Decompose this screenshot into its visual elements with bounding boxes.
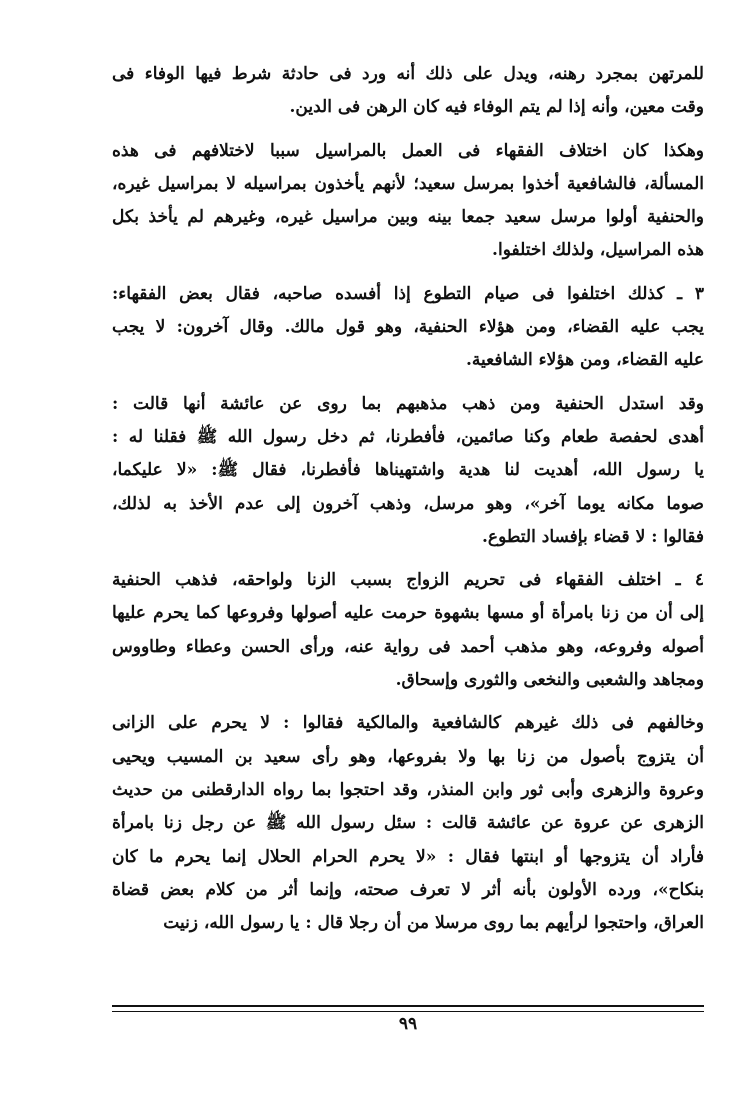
paragraph bbox=[112, 58, 704, 125]
text-line: ٤ ـ اختلف الفقهاء فى تحريم الزواج بسبب الزنا ولواحقه، فذهب الحنفية bbox=[112, 570, 704, 591]
paragraph bbox=[112, 707, 704, 940]
text-line: عليه القضاء، ومن هؤلاء الشافعية. bbox=[465, 350, 704, 371]
text-line: وخالفهم فى ذلك غيرهم كالشافعية والمالكية فقالوا : لا يحرم على الزانى bbox=[112, 713, 704, 734]
text-line: هذه المراسيل، ولذلك اختلفوا. bbox=[492, 240, 704, 261]
text-line: ومجاهد والشعبى والنخعى والثورى وإسحاق. bbox=[395, 670, 704, 691]
text-line: فأراد أن يتزوجها أو ابنتها فقال : «لا يحرم الحرام الحلال إنما يحرم ما كان bbox=[112, 846, 704, 867]
text-line: العراق، واحتجوا لرأيهم بما روى مرسلا من أن رجلا قال : يا رسول الله، زنيت bbox=[163, 913, 704, 934]
text-line: وقت معين، وأنه إذا لم يتم الوفاء فيه كان الرهن فى الدين. bbox=[289, 97, 704, 118]
text-line: أن يتزوج بأصول من زنا بها ولا بفروعها، وهو رأى سعيد بن المسيب ويحيى bbox=[112, 746, 704, 767]
text-line: فقالوا : لا قضاء بإفساد التطوع. bbox=[482, 526, 704, 547]
text-line: صوما مكانه يوما آخر»، وهو مرسل، وذهب آخرون إلى عدم الأخذ به لذلك، bbox=[112, 493, 704, 514]
text-line: والحنفية أولوا مرسل سعيد جمعا بينه وبين مراسيل غيره، وغيرهم لم يأخذ بكل bbox=[112, 207, 704, 228]
text-line: المسألة، فالشافعية أخذوا بمرسل سعيد؛ لأنهم يأخذون بمراسيله لا بمراسيل غيره، bbox=[112, 173, 704, 194]
paragraph bbox=[112, 388, 704, 554]
text-line: للمرتهن بمجرد رهنه، ويدل على ذلك أنه ورد فى حادثة شرط فيها الوفاء فى bbox=[112, 64, 704, 84]
text-line: الزهرى عن عروة عن عائشة قالت : سئل رسول الله ﷺ عن رجل زنا بامرأة bbox=[112, 813, 704, 834]
text-line: يا رسول الله، أهديت لنا هدية واشتهيناها فأفطرنا، فقال ﷺ: «لا عليكما، bbox=[112, 460, 704, 481]
footer-rule-thick bbox=[112, 1005, 704, 1007]
page-number: ٩٩ bbox=[398, 1014, 418, 1034]
text-line: ٣ ـ كذلك اختلفوا فى صيام التطوع إذا أفسده صاحبه، فقال بعض الفقهاء: bbox=[112, 283, 704, 304]
paragraph bbox=[112, 278, 704, 378]
page-body-text bbox=[112, 58, 704, 950]
text-line: وهكذا كان اختلاف الفقهاء فى العمل بالمراسيل سببا لاختلافهم فى هذه bbox=[112, 140, 704, 161]
text-line: أهدى لحفصة طعام وكنا صائمين، فأفطرنا، ثم دخل رسول الله ﷺ فقلنا له : bbox=[112, 426, 704, 447]
text-line: أصوله وفروعه، وهو مذهب أحمد فى رواية عنه، ورأى الحسن وعطاء وطاووس bbox=[112, 636, 704, 657]
text-line: يجب عليه القضاء، ومن هؤلاء الحنفية، وهو قول مالك. وقال آخرون: لا يجب bbox=[112, 317, 704, 338]
text-line: إلى أن من زنا بامرأة أو مسها بشهوة حرمت عليه أصولها وفروعها كما يحرم عليها bbox=[112, 603, 704, 624]
footer-rule-thin bbox=[112, 1011, 704, 1012]
paragraph bbox=[112, 135, 704, 268]
text-line: وقد استدل الحنفية ومن ذهب مذهبهم بما روى عن عائشة أنها قالت : bbox=[112, 393, 704, 414]
text-line: بنكاح»، ورده الأولون بأنه أثر لا تعرف صحته، وإنما أثر من كلام بعض قضاة bbox=[112, 879, 704, 900]
text-line: وعروة والزهرى وأبى ثور وابن المنذر، وقد احتجوا بما رواه الدارقطنى من حديث bbox=[112, 779, 704, 800]
paragraph bbox=[112, 564, 704, 697]
